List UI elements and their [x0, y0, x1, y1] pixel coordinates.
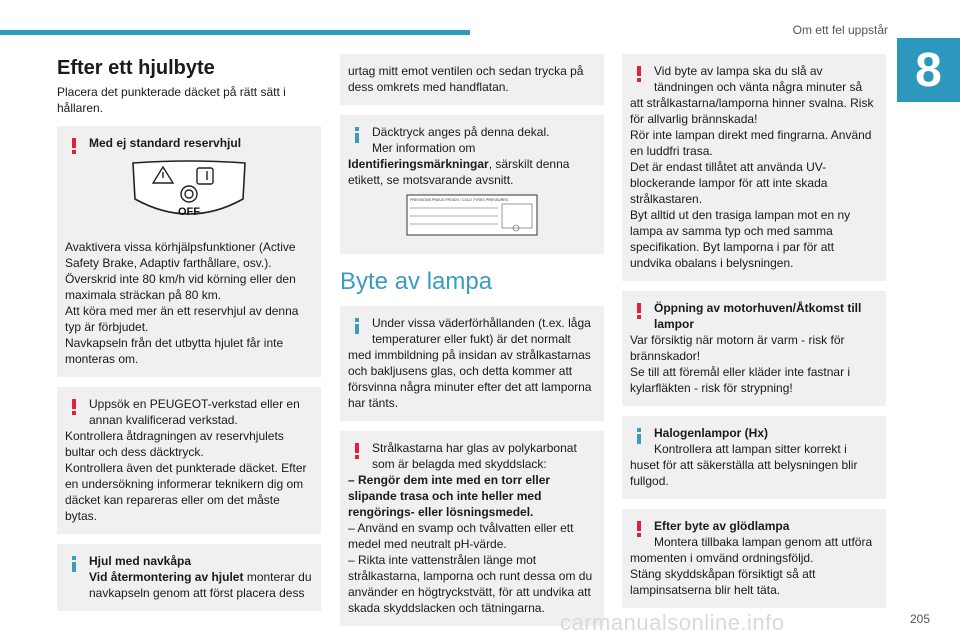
intro-text: Placera det punkterade däcket på rätt sätt i hållaren.: [57, 85, 286, 115]
warning-heading: Öppning av motorhuven/Åtkomst till lampor: [654, 301, 862, 331]
header-rule: [0, 30, 470, 35]
tyre-pressure-label-illustration: [406, 194, 538, 236]
section-title-lamp: Byte av lampa: [340, 268, 493, 295]
info-icon: [355, 127, 359, 143]
warning-box-after-bulb: [622, 509, 886, 608]
warning-body-line: Rör inte lampan direkt med fingrarna. Använd en luddfri trasa.: [630, 128, 872, 158]
warning-first-line: Montera tillbaka lampan genom att utföra: [654, 535, 873, 549]
info-second-line: Mer information om: [372, 141, 476, 155]
column-middle: [340, 48, 604, 626]
continued-text: urtag mitt emot ventilen och sedan trycka på dess omkrets med handflatan.: [348, 64, 584, 94]
watermark: carmanualsonline.info: [560, 610, 785, 635]
info-heading: Halogenlampor (Hx): [654, 426, 769, 440]
info-icon: [637, 428, 641, 444]
page-number: 205: [909, 612, 930, 626]
info-box-tyre-label: [340, 115, 604, 254]
warning-box-bulb-change: [622, 54, 886, 281]
warning-body-line: Stäng skyddskåpan försiktigt så att lampinsatserna blir helt täta.: [630, 567, 816, 597]
info-first-line: Under vissa väderförhållanden (t.ex. låga temperaturer eller fukt) är det normalt: [372, 316, 591, 346]
dashboard-warning-illustration: [127, 159, 251, 225]
section-title: Efter ett hjulbyte: [57, 57, 215, 79]
warning-body-line: att strålkastarna/lamporna hinner svalna. Risk för allvarlig brännskada!: [630, 96, 874, 126]
warning-body-line: momenten i omvänd ordningsföljd.: [630, 551, 814, 565]
running-header: Om ett fel uppstår: [792, 23, 888, 37]
warning-first-line: Vid byte av lampa ska du slå av tändningen och vänta några minuter så: [654, 64, 863, 94]
warning-icon: [637, 521, 641, 537]
info-bold-text: Identifieringsmärkningar: [348, 157, 489, 171]
warning-body-line: Kontrollera även det punkterade däcket. Efter en undersökning informerar teknikern dig om däcket kan repareras eller om det måste bytas.: [65, 461, 307, 523]
info-text: huset för att säkerställa att belysningen blir fullgod.: [630, 458, 858, 488]
info-box-hubcap: [57, 544, 321, 611]
warning-bullet: – Rikta inte vattenstrålen länge mot strålkastarna, lamporna och runt dessa om du använder en högtryckstvätt, för att undvika att skada skyddslacken och tätningarna.: [348, 553, 593, 615]
warning-body-line: Byt alltid ut den trasiga lampan mot en ny lampa av samma typ och med samma specifikation. Byt lamporna i par för att undvika obalans i belysningen.: [630, 208, 851, 270]
info-box-continued: [340, 54, 604, 105]
info-icon: [355, 318, 359, 334]
warning-icon: [637, 303, 641, 319]
warning-body-line: Avaktivera vissa körhjälpsfunktioner (Active Safety Brake, Adaptiv farthållare, osv.).: [65, 240, 296, 270]
warning-body-line: Kontrollera åtdragningen av reservhjulets bultar och dess däcktryck.: [65, 429, 284, 459]
info-first-line: Däcktryck anges på denna dekal.: [372, 125, 550, 139]
info-icon: [72, 556, 76, 572]
warning-bullet-bold: – Rengör dem inte med en torr eller slipande trasa och inte heller med rengörings- eller lösningsmedel.: [348, 473, 551, 519]
info-heading: Hjul med navkåpa: [89, 554, 192, 568]
warning-box-spare-wheel: [57, 126, 321, 377]
warning-first-line: Uppsök en PEUGEOT-verkstad eller en annan kvalificerad verkstad.: [89, 397, 300, 427]
warning-heading: Efter byte av glödlampa: [654, 519, 790, 533]
info-text: med immbildning på insidan av strålkastarnas och bakljusens glas, och detta kommer att försvinna några minuter efter det att lamporna har tänts.: [348, 348, 592, 410]
figure-off-label: OFF: [178, 206, 200, 218]
warning-heading: Med ej standard reservhjul: [89, 136, 242, 150]
warning-icon: [637, 66, 641, 82]
warning-bullet: – Använd en svamp och tvålvatten eller ett medel med neutralt pH-värde.: [348, 521, 574, 551]
warning-icon: [72, 399, 76, 415]
warning-box-polycarbonate: [340, 431, 604, 626]
info-text: monterar du navkapseln genom att först placera dess: [89, 570, 312, 600]
warning-icon: [72, 138, 76, 154]
info-box-halogen: [622, 416, 886, 499]
warning-body-line: Var försiktig när motorn är varm - risk för brännskador!: [630, 333, 845, 363]
warning-box-bonnet: [622, 291, 886, 406]
info-bold-text: Vid återmontering av hjulet: [89, 570, 244, 584]
info-first-line: Kontrollera att lampan sitter korrekt i: [654, 442, 847, 456]
info-box-condensation: [340, 306, 604, 421]
column-left: [57, 48, 321, 611]
warning-body-line: Att köra med mer än ett reservhjul av denna typ är förbjudet.: [65, 304, 299, 334]
warning-body-line: Det är endast tillåtet att använda UV-blockerande lampor för att inte skada strålkastaren.: [630, 160, 828, 206]
warning-body-line: Navkapseln från det utbytta hjulet får inte monteras om.: [65, 336, 284, 366]
warning-icon: [355, 443, 359, 459]
chapter-number: 8: [897, 38, 960, 102]
warning-body-line: Överskrid inte 80 km/h vid körning eller den maximala sträckan på 80 km.: [65, 272, 296, 302]
label-title: PRESSIONS PNEUS FROIDS / COLD TYRES PRESSURES: [410, 198, 508, 202]
warning-first-line: Strålkastarna har glas av polykarbonat som är belagda med skyddslack:: [372, 441, 577, 471]
column-right: [622, 48, 886, 608]
info-text: , särskilt denna etikett, se motsvarande avsnitt.: [348, 157, 570, 187]
warning-body-line: Se till att föremål eller kläder inte fastnar i kylarfläkten - risk för strypning!: [630, 365, 851, 395]
warning-box-workshop: [57, 387, 321, 534]
